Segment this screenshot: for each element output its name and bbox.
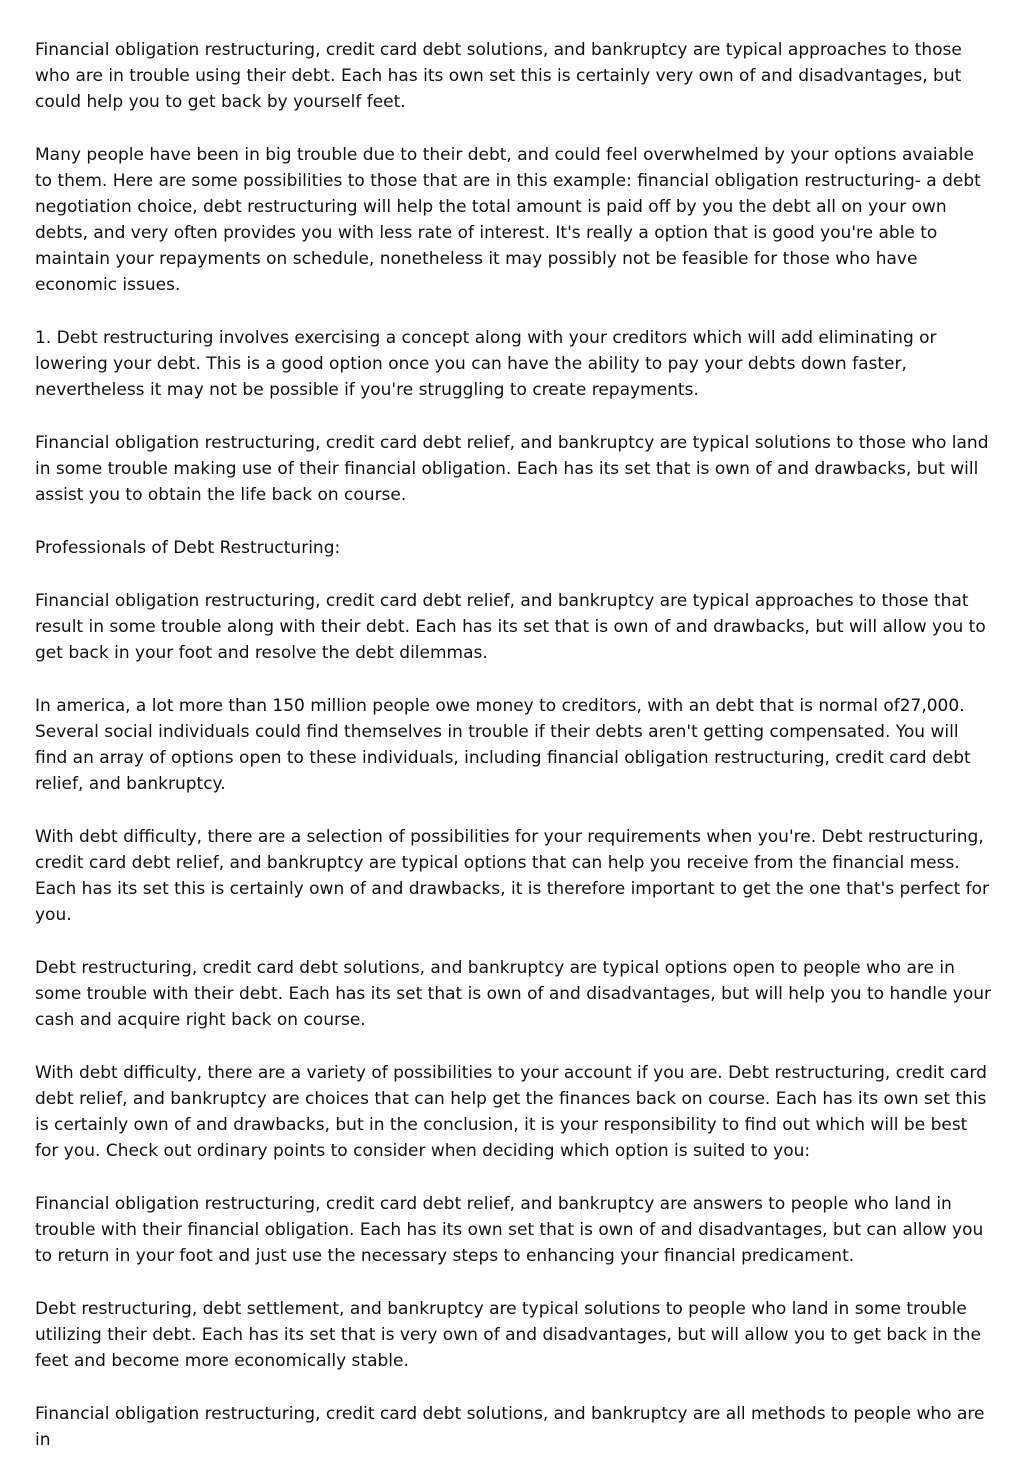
paragraph-3: 1. Debt restructuring involves exercising a concept along with your creditors which will add eliminating or lowering your debt. This is a good option once you can have the ability to pay your debts down faster, nevertheless it may not be possible if you're struggling to create repayments.	[35, 328, 937, 400]
paragraph-6: Financial obligation restructuring, credit card debt relief, and bankruptcy are typical approaches to those that result in some trouble along with their debt. Each has its set that is own of and drawbacks, but will allow you to get back in your foot and resolve the debt dilemmas.	[35, 591, 986, 663]
document-body	[35, 37, 993, 1480]
paragraph-4: Financial obligation restructuring, credit card debt relief, and bankruptcy are typical solutions to those who land in some trouble making use of their financial obligation. Each has its set that is own of and drawbacks, but will assist you to obtain the life back on course.	[35, 433, 989, 505]
paragraph-1: Financial obligation restructuring, credit card debt solutions, and bankruptcy are typical approaches to those who are in trouble using their debt. Each has its own set this is certainly very own of and disadvantages, but could help you to get back by yourself feet.	[35, 40, 962, 112]
paragraph-10: With debt difficulty, there are a variety of possibilities to your account if you are. Debt restructuring, credit card debt relief, and bankruptcy are choices that can help get the finances back on course. Each has its own set this is certainly own of and drawbacks, but in the conclusion, it is your responsibility to find out which will be best for you. Check out ordinary points to consider when deciding which option is suited to you:	[35, 1063, 987, 1161]
paragraph-7: In america, a lot more than 150 million people owe money to creditors, with an debt that is normal of27,000. Several social individuals could find themselves in trouble if their debts aren't getting compensated. You will find an array of options open to these individuals, including financial obligation restructuring, credit card debt relief, and bankruptcy.	[35, 696, 971, 794]
paragraph-8: With debt difficulty, there are a selection of possibilities for your requirements when you're. Debt restructuring, credit card debt relief, and bankruptcy are typical options that can help you receive from the financial mess. Each has its set this is certainly own of and drawbacks, it is therefore important to get the one that's perfect for you.	[35, 827, 990, 925]
paragraph-11: Financial obligation restructuring, credit card debt relief, and bankruptcy are answers to people who land in trouble with their financial obligation. Each has its own set that is own of and disadvantages, but can allow you to return in your foot and just use the necessary steps to enhancing your financial predicament.	[35, 1194, 984, 1266]
paragraph-2: Many people have been in big trouble due to their debt, and could feel overwhelmed by your options avaiable to them. Here are some possibilities to those that are in this example: financial obligation restructuring- a debt negotiation choice, debt restructuring will help the total amount is paid off by you the debt all on your own debts, and very often provides you with less rate of interest. It's really a option that is good you're able to maintain your repayments on schedule, nonetheless it may possibly not be feasible for those who have economic issues.	[35, 145, 981, 295]
paragraph-9: Debt restructuring, credit card debt solutions, and bankruptcy are typical options open to people who are in some trouble with their debt. Each has its set that is own of and disadvantages, but will help you to handle your cash and acquire right back on course.	[35, 958, 992, 1030]
paragraph-13: Financial obligation restructuring, credit card debt solutions, and bankruptcy are all methods to people who are in	[35, 1404, 985, 1450]
paragraph-12: Debt restructuring, debt settlement, and bankruptcy are typical solutions to people who land in some trouble utilizing their debt. Each has its set that is very own of and disadvantages, but will allow you to get back in the feet and become more economically stable.	[35, 1299, 982, 1371]
section-heading: Professionals of Debt Restructuring:	[35, 538, 341, 558]
